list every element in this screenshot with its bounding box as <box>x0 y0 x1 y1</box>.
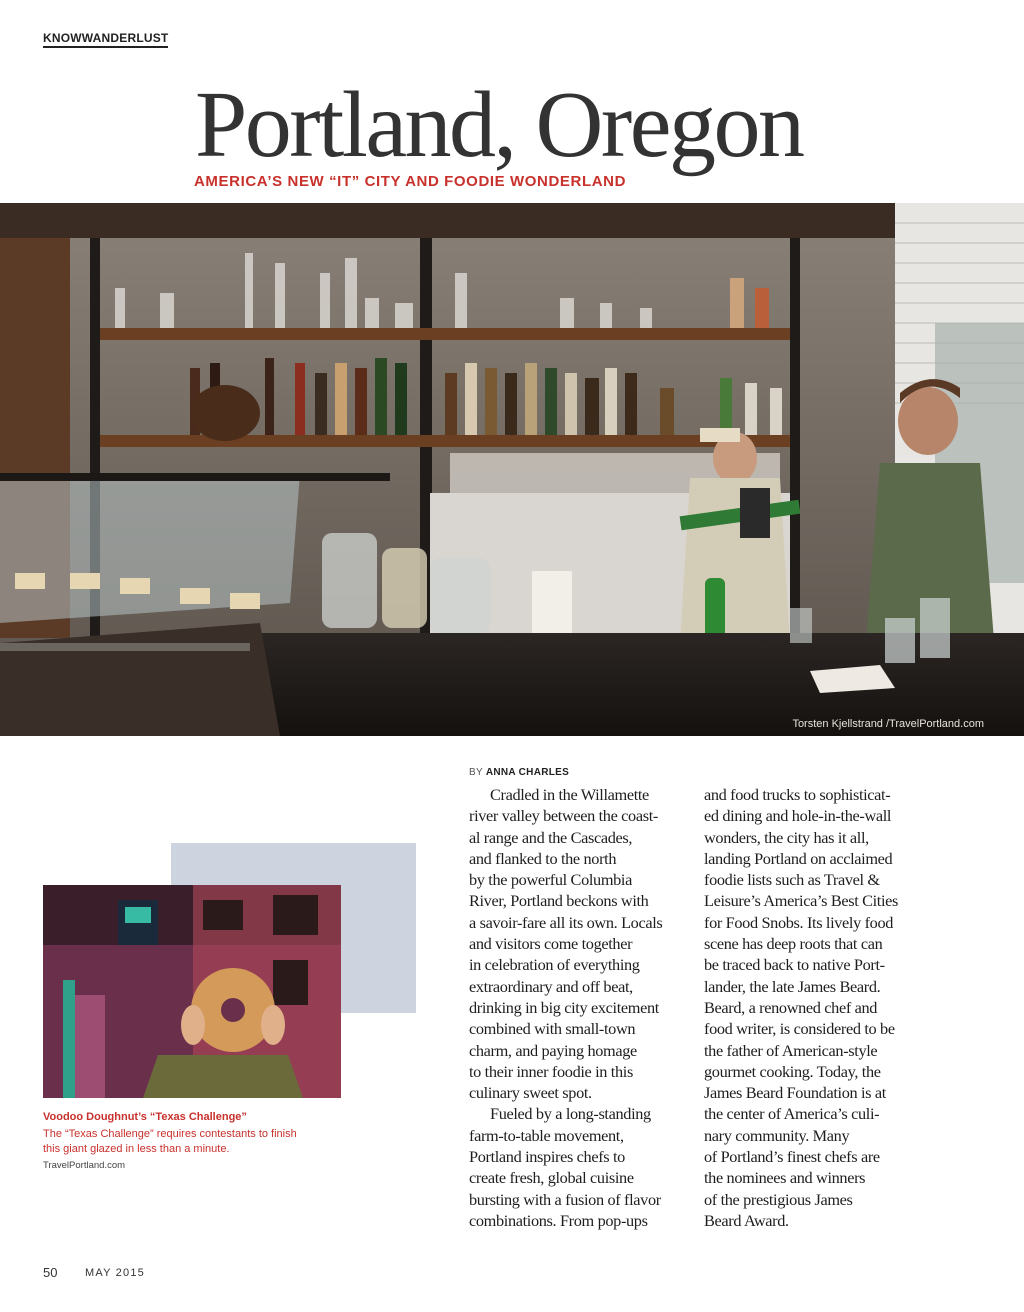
section-tag-know: KNOW <box>43 31 82 45</box>
col1-line: drinking in big city excitement <box>469 997 659 1017</box>
col1-line: and flanked to the north <box>469 848 617 868</box>
col2-line: nary community. Many <box>704 1125 850 1145</box>
page-subtitle: AMERICA’S NEW “IT” CITY AND FOODIE WONDERLAND <box>194 173 626 190</box>
col2-line: the father of American-style <box>704 1040 878 1060</box>
byline <box>469 767 569 778</box>
page-title: Portland, Oregon <box>195 73 803 177</box>
col2-line: the center of America’s culi- <box>704 1104 880 1124</box>
col2-line: foodie lists such as Travel & <box>704 870 880 890</box>
col2-line: scene has deep roots that can <box>704 934 883 954</box>
col2-line: Leisure’s America’s Best Cities <box>704 891 898 911</box>
col1-line: culinary sweet spot. <box>469 1083 592 1103</box>
col1-line: river valley between the coast- <box>469 806 658 826</box>
col1-line: by the powerful Columbia <box>469 870 632 890</box>
hero-bar-illustration <box>0 203 1024 736</box>
byline-prefix: BY <box>469 767 483 778</box>
col2-line: wonders, the city has it all, <box>704 827 869 847</box>
article-column-2 <box>704 784 924 1231</box>
col1-line: in celebration of everything <box>469 955 640 975</box>
page-number: 50 <box>43 1265 58 1280</box>
col1-line: Fueled by a long-standing <box>490 1104 651 1124</box>
hero-photo-credit: Torsten Kjellstrand /TravelPortland.com <box>792 718 984 730</box>
col2-line: Beard, a renowned chef and <box>704 997 878 1017</box>
issue-date: MAY 2015 <box>85 1267 145 1279</box>
col2-line: lander, the late James Beard. <box>704 976 881 996</box>
inset-caption-text: The “Texas Challenge” requires contestants to finish this giant glazed in less than a minute. <box>43 1128 297 1155</box>
section-tag-wanderlust: WANDERLUST <box>81 31 169 45</box>
col2-line: for Food Snobs. Its lively food <box>704 912 894 932</box>
col1-line: extraordinary and off beat, <box>469 976 633 996</box>
col2-line: landing Portland on acclaimed <box>704 848 893 868</box>
col1-line: River, Portland beckons with <box>469 891 649 911</box>
col1-line: al range and the Cascades, <box>469 827 633 847</box>
col1-line: charm, and paying homage <box>469 1040 637 1060</box>
col2-line: food writer, is considered to be <box>704 1019 895 1039</box>
col2-line: James Beard Foundation is at <box>704 1083 886 1103</box>
col1-line: farm-to-table movement, <box>469 1125 624 1145</box>
col1-line: combined with small-town <box>469 1019 636 1039</box>
inset-photo-credit: TravelPortland.com <box>43 1160 126 1171</box>
byline-author: ANNA CHARLES <box>485 767 570 778</box>
col2-line: ed dining and hole-in-the-wall <box>704 806 892 826</box>
col2-line: Beard Award. <box>704 1210 789 1230</box>
inset-caption-title: Voodoo Doughnut’s “Texas Challenge” <box>43 1111 247 1123</box>
col1-line: combinations. From pop-ups <box>469 1210 648 1230</box>
col2-line: gourmet cooking. Today, the <box>704 1061 881 1081</box>
col1-line: create fresh, global cuisine <box>469 1168 634 1188</box>
col2-line: be traced back to native Port- <box>704 955 885 975</box>
inset-photo-doughnut <box>43 885 341 1098</box>
col1-line: Cradled in the Willamette <box>490 785 649 804</box>
col1-line: and visitors come together <box>469 934 633 954</box>
doughnut-illustration <box>43 885 341 1098</box>
col1-line: Portland inspires chefs to <box>469 1147 625 1167</box>
col2-line: of the prestigious James <box>704 1189 853 1209</box>
col2-line: of Portland’s finest chefs are <box>704 1147 880 1167</box>
article-column-1 <box>469 784 689 1231</box>
col2-line: the nominees and winners <box>704 1168 866 1188</box>
hero-photo-bar <box>0 203 1024 736</box>
col1-line: to their inner foodie in this <box>469 1061 633 1081</box>
col2-line: and food trucks to sophisticat- <box>704 785 891 804</box>
col1-line: bursting with a fusion of flavor <box>469 1189 661 1209</box>
col1-line: a savoir-fare all its own. Locals <box>469 912 663 932</box>
section-tag <box>43 31 168 48</box>
